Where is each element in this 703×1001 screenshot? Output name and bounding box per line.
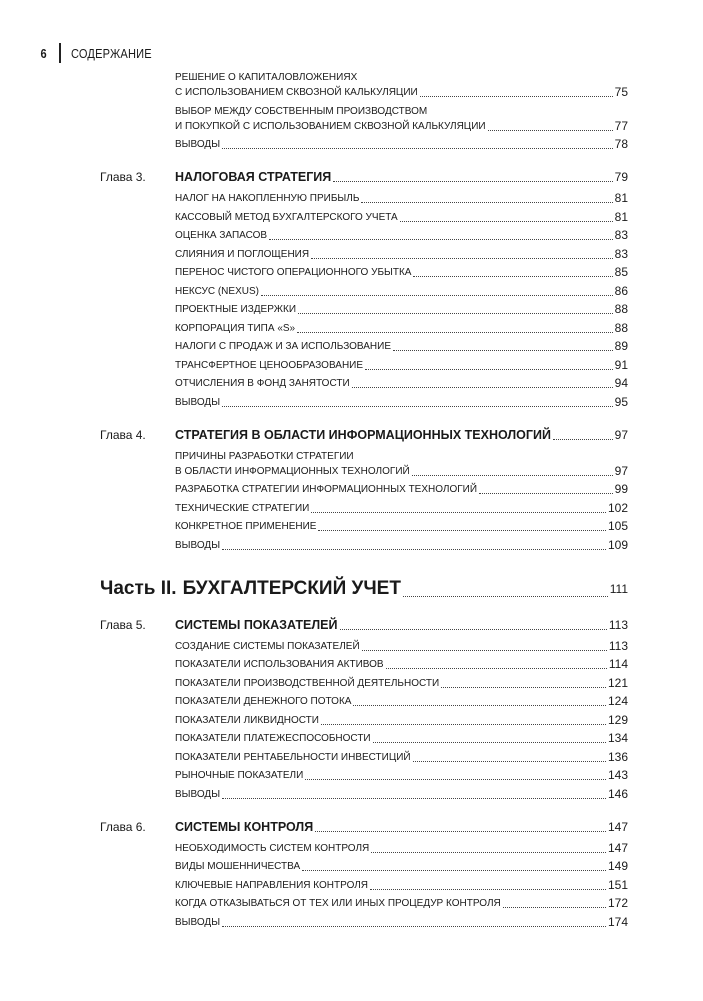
toc-entry xyxy=(100,321,628,336)
toc-entry xyxy=(100,302,628,317)
toc-row xyxy=(175,915,628,930)
page-ref: 81 xyxy=(614,209,628,224)
toc-row xyxy=(175,265,628,280)
running-header xyxy=(40,44,166,62)
dot-leader xyxy=(222,798,606,799)
header-divider xyxy=(59,43,61,63)
toc-entry xyxy=(100,70,628,100)
toc-entry xyxy=(100,896,628,911)
entry-title: ПОКАЗАТЕЛИ ДЕНЕЖНОГО ПОТОКА xyxy=(175,696,352,707)
toc-entry xyxy=(100,358,628,373)
dot-leader xyxy=(400,221,613,222)
dot-leader xyxy=(305,779,606,780)
entry-title: РЫНОЧНЫЕ ПОКАЗАТЕЛИ xyxy=(175,770,304,781)
toc-entry xyxy=(100,859,628,874)
toc-row xyxy=(100,820,628,835)
toc-row xyxy=(175,339,628,354)
entry-title: КОНКРЕТНОЕ ПРИМЕНЕНИЕ xyxy=(175,521,317,532)
toc-row xyxy=(175,85,628,100)
toc-entry xyxy=(100,713,628,728)
toc-row xyxy=(175,896,628,911)
dot-leader xyxy=(298,313,613,314)
page-number: 6 xyxy=(40,45,47,61)
page-ref: 146 xyxy=(607,786,628,801)
entry-title: КОГДА ОТКАЗЫВАТЬСЯ ОТ ТЕХ ИЛИ ИНЫХ ПРОЦЕДУР КОНТРОЛЯ xyxy=(175,898,501,909)
entry-title: В ОБЛАСТИ ИНФОРМАЦИОННЫХ ТЕХНОЛОГИЙ xyxy=(175,465,410,477)
chapter-number: Глава 6. xyxy=(100,819,146,834)
entry-title: ПОКАЗАТЕЛИ ПЛАТЕЖЕСПОСОБНОСТИ xyxy=(175,733,371,744)
page-ref: 95 xyxy=(614,394,628,409)
page-ref: 109 xyxy=(607,537,628,552)
toc-row xyxy=(175,358,628,373)
toc-row xyxy=(175,694,628,709)
chapter-title: СТРАТЕГИЯ В ОБЛАСТИ ИНФОРМАЦИОННЫХ ТЕХНОЛОГИЙ xyxy=(175,427,551,442)
entry-title: И ПОКУПКОЙ С ИСПОЛЬЗОВАНИЕМ СКВОЗНОЙ КАЛЬКУЛЯЦИИ xyxy=(175,120,486,132)
page-ref: 111 xyxy=(609,581,628,596)
dot-leader xyxy=(222,549,606,550)
chapter-title: СИСТЕМЫ КОНТРОЛЯ xyxy=(175,819,314,834)
dot-leader xyxy=(311,258,613,259)
toc-chapter xyxy=(100,820,628,835)
entry-title: СЛИЯНИЯ И ПОГЛОЩЕНИЯ xyxy=(175,248,310,260)
toc-row xyxy=(175,464,628,479)
entry-title: С ИСПОЛЬЗОВАНИЕМ СКВОЗНОЙ КАЛЬКУЛЯЦИИ xyxy=(175,87,418,98)
page-ref: 75 xyxy=(614,85,628,99)
toc-entry xyxy=(100,519,628,534)
dot-leader xyxy=(222,926,606,927)
toc-entry xyxy=(100,878,628,893)
entry-title: ПОКАЗАТЕЛИ РЕНТАБЕЛЬНОСТИ ИНВЕСТИЦИЙ xyxy=(175,751,411,763)
entry-title: ВЫВОДЫ xyxy=(175,139,221,150)
toc-part xyxy=(100,578,628,600)
page-ref: 97 xyxy=(614,463,628,478)
dot-leader xyxy=(333,181,612,182)
dot-leader xyxy=(441,687,606,688)
toc-row xyxy=(175,449,628,464)
toc-row xyxy=(175,787,628,802)
chapter-title: НАЛОГОВАЯ СТРАТЕГИЯ xyxy=(175,170,332,184)
toc-row xyxy=(100,428,628,443)
dot-leader xyxy=(222,148,613,149)
toc-row xyxy=(175,501,628,516)
toc-row xyxy=(100,578,628,600)
entry-title: ВЫВОДЫ xyxy=(175,916,221,928)
entry-title: ВЫВОДЫ xyxy=(175,539,221,551)
toc-row xyxy=(175,302,628,317)
page-ref: 94 xyxy=(614,376,628,390)
chapter-number: Глава 5. xyxy=(100,617,146,632)
dot-leader xyxy=(311,512,606,513)
dot-leader xyxy=(488,130,613,131)
page-ref: 129 xyxy=(607,712,628,727)
toc-row xyxy=(175,538,628,553)
entry-title: НЕОБХОДИМОСТЬ СИСТЕМ КОНТРОЛЯ xyxy=(175,842,370,854)
dot-leader xyxy=(479,493,613,494)
page-ref: 147 xyxy=(607,819,628,834)
entry-title: ВЫВОДЫ xyxy=(175,788,221,800)
page-ref: 114 xyxy=(608,657,628,671)
toc-entry xyxy=(100,915,628,930)
page-ref: 97 xyxy=(614,427,628,442)
dot-leader xyxy=(361,202,612,203)
page-ref: 79 xyxy=(614,170,628,184)
chapter-number: Глава 4. xyxy=(100,427,146,442)
toc-entry xyxy=(100,284,628,299)
toc-chapter xyxy=(100,170,628,185)
chapter-title: СИСТЕМЫ ПОКАЗАТЕЛЕЙ xyxy=(175,617,338,632)
page-ref: 83 xyxy=(614,228,628,242)
page-ref: 134 xyxy=(607,731,628,745)
toc-row xyxy=(175,657,628,672)
entry-title: НЕКСУС (NEXUS) xyxy=(175,285,259,297)
dot-leader xyxy=(353,705,606,706)
toc-chapter xyxy=(100,428,628,443)
toc-row xyxy=(100,618,628,633)
entry-title: ОЦЕНКА ЗАПАСОВ xyxy=(175,230,268,241)
toc-entry xyxy=(100,694,628,709)
toc-entry xyxy=(100,449,628,479)
page-ref: 81 xyxy=(614,191,628,205)
dot-leader xyxy=(373,742,606,743)
dot-leader xyxy=(315,831,606,832)
page-ref: 172 xyxy=(607,896,628,910)
toc-entry xyxy=(100,137,628,152)
entry-title: ВЫВОДЫ xyxy=(175,396,221,408)
toc-entry xyxy=(100,395,628,410)
toc-entry xyxy=(100,501,628,516)
entry-title: КЛЮЧЕВЫЕ НАПРАВЛЕНИЯ КОНТРОЛЯ xyxy=(175,879,369,891)
page-ref: 105 xyxy=(607,519,628,533)
dot-leader xyxy=(553,439,613,440)
page-ref: 89 xyxy=(614,339,628,353)
dot-leader xyxy=(413,761,606,762)
toc-row xyxy=(175,713,628,728)
page-ref: 102 xyxy=(607,500,628,515)
page-ref: 151 xyxy=(607,877,628,892)
toc-entry xyxy=(100,538,628,553)
page-ref: 174 xyxy=(607,914,628,929)
page-ref: 85 xyxy=(614,265,628,279)
page-ref: 124 xyxy=(607,694,628,708)
entry-title: ПРИЧИНЫ РАЗРАБОТКИ СТРАТЕГИИ xyxy=(175,450,354,462)
dot-leader xyxy=(403,596,608,597)
toc-row xyxy=(175,750,628,765)
entry-title: КАССОВЫЙ МЕТОД БУХГАЛТЕРСКОГО УЧЕТА xyxy=(175,211,398,223)
dot-leader xyxy=(370,889,606,890)
page-ref: 99 xyxy=(614,482,628,496)
part-number: Часть II. xyxy=(100,577,177,599)
dot-leader xyxy=(302,870,606,871)
toc-row xyxy=(175,878,628,893)
toc-row xyxy=(175,284,628,299)
toc-row xyxy=(175,210,628,225)
page-ref: 136 xyxy=(607,749,628,764)
toc-entry xyxy=(100,731,628,746)
page-ref: 86 xyxy=(614,283,628,298)
page-ref: 91 xyxy=(614,357,628,372)
toc-row xyxy=(175,247,628,262)
entry-title: ВИДЫ МОШЕННИЧЕСТВА xyxy=(175,861,301,872)
toc-entry xyxy=(100,339,628,354)
dot-leader xyxy=(371,852,606,853)
page-ref: 78 xyxy=(614,137,628,151)
toc-entry xyxy=(100,657,628,672)
toc-row xyxy=(175,228,628,243)
entry-title: ПРОЕКТНЫЕ ИЗДЕРЖКИ xyxy=(175,304,297,315)
toc-row xyxy=(175,482,628,497)
page-ref: 149 xyxy=(607,859,628,873)
toc-row xyxy=(175,119,628,134)
toc-row xyxy=(175,519,628,534)
entry-title: ОТЧИСЛЕНИЯ В ФОНД ЗАНЯТОСТИ xyxy=(175,378,350,389)
page-ref: 77 xyxy=(614,118,628,133)
page-ref: 83 xyxy=(614,246,628,261)
toc-entry xyxy=(100,639,628,654)
toc-row xyxy=(175,395,628,410)
entry-title: ТЕХНИЧЕСКИЕ СТРАТЕГИИ xyxy=(175,502,310,514)
running-title: СОДЕРЖАНИЕ xyxy=(70,45,152,61)
toc-row xyxy=(175,676,628,691)
part-title: БУХГАЛТЕРСКИЙ УЧЕТ xyxy=(182,577,401,599)
toc-row xyxy=(175,639,628,654)
dot-leader xyxy=(365,369,613,370)
toc-entry xyxy=(100,376,628,391)
toc-entry xyxy=(100,191,628,206)
entry-title: РЕШЕНИЕ О КАПИТАЛОВЛОЖЕНИЯХ xyxy=(175,72,358,83)
toc-row xyxy=(175,191,628,206)
toc-entry xyxy=(100,482,628,497)
toc-entry xyxy=(100,676,628,691)
entry-title: ПОКАЗАТЕЛИ ПРОИЗВОДСТВЕННОЙ ДЕЯТЕЛЬНОСТИ xyxy=(175,677,440,689)
page-ref: 147 xyxy=(607,840,628,855)
page-ref: 113 xyxy=(608,638,628,653)
toc-entry xyxy=(100,841,628,856)
dot-leader xyxy=(362,650,607,651)
dot-leader xyxy=(386,668,607,669)
toc-row xyxy=(175,70,628,85)
dot-leader xyxy=(321,724,606,725)
entry-title: ВЫБОР МЕЖДУ СОБСТВЕННЫМ ПРОИЗВОДСТВОМ xyxy=(175,105,428,117)
dot-leader xyxy=(503,907,606,908)
page-ref: 143 xyxy=(607,768,628,782)
chapter-number: Глава 3. xyxy=(100,170,146,184)
toc-entry xyxy=(100,750,628,765)
entry-title: ПОКАЗАТЕЛИ ИСПОЛЬЗОВАНИЯ АКТИВОВ xyxy=(175,659,384,670)
entry-title: ПЕРЕНОС ЧИСТОГО ОПЕРАЦИОННОГО УБЫТКА xyxy=(175,267,412,278)
toc-entry xyxy=(100,265,628,280)
page-ref: 121 xyxy=(607,675,628,690)
dot-leader xyxy=(420,96,613,97)
dot-leader xyxy=(340,629,607,630)
toc-entry xyxy=(100,210,628,225)
toc-row xyxy=(175,731,628,746)
entry-title: ТРАНСФЕРТНОЕ ЦЕНООБРАЗОВАНИЕ xyxy=(175,359,364,371)
toc-entry xyxy=(100,787,628,802)
entry-title: КОРПОРАЦИЯ ТИПА «S» xyxy=(175,322,296,334)
page-ref: 88 xyxy=(614,320,628,335)
toc-row xyxy=(175,841,628,856)
entry-title: НАЛОГИ С ПРОДАЖ И ЗА ИСПОЛЬЗОВАНИЕ xyxy=(175,341,392,352)
entry-title: ПОКАЗАТЕЛИ ЛИКВИДНОСТИ xyxy=(175,714,319,726)
page-ref: 88 xyxy=(614,302,628,316)
toc-row xyxy=(175,859,628,874)
toc-entry xyxy=(100,104,628,134)
dot-leader xyxy=(393,350,613,351)
page-ref: 113 xyxy=(608,617,628,632)
entry-title: РАЗРАБОТКА СТРАТЕГИИ ИНФОРМАЦИОННЫХ ТЕХНОЛОГИЙ xyxy=(175,484,478,495)
entry-title: НАЛОГ НА НАКОПЛЕННУЮ ПРИБЫЛЬ xyxy=(175,193,360,204)
dot-leader xyxy=(261,295,613,296)
dot-leader xyxy=(352,387,613,388)
toc-row xyxy=(100,170,628,185)
toc-entry xyxy=(100,247,628,262)
entry-title: СОЗДАНИЕ СИСТЕМЫ ПОКАЗАТЕЛЕЙ xyxy=(175,640,360,652)
toc-row xyxy=(175,376,628,391)
toc-entry xyxy=(100,228,628,243)
dot-leader xyxy=(412,475,613,476)
toc-row xyxy=(175,104,628,119)
toc-chapter xyxy=(100,618,628,633)
toc-row xyxy=(175,321,628,336)
dot-leader xyxy=(269,239,613,240)
toc-row xyxy=(175,137,628,152)
dot-leader xyxy=(222,406,613,407)
dot-leader xyxy=(318,530,606,531)
toc-row xyxy=(175,768,628,783)
table-of-contents xyxy=(100,70,628,933)
toc-entry xyxy=(100,768,628,783)
dot-leader xyxy=(297,332,613,333)
dot-leader xyxy=(413,276,612,277)
